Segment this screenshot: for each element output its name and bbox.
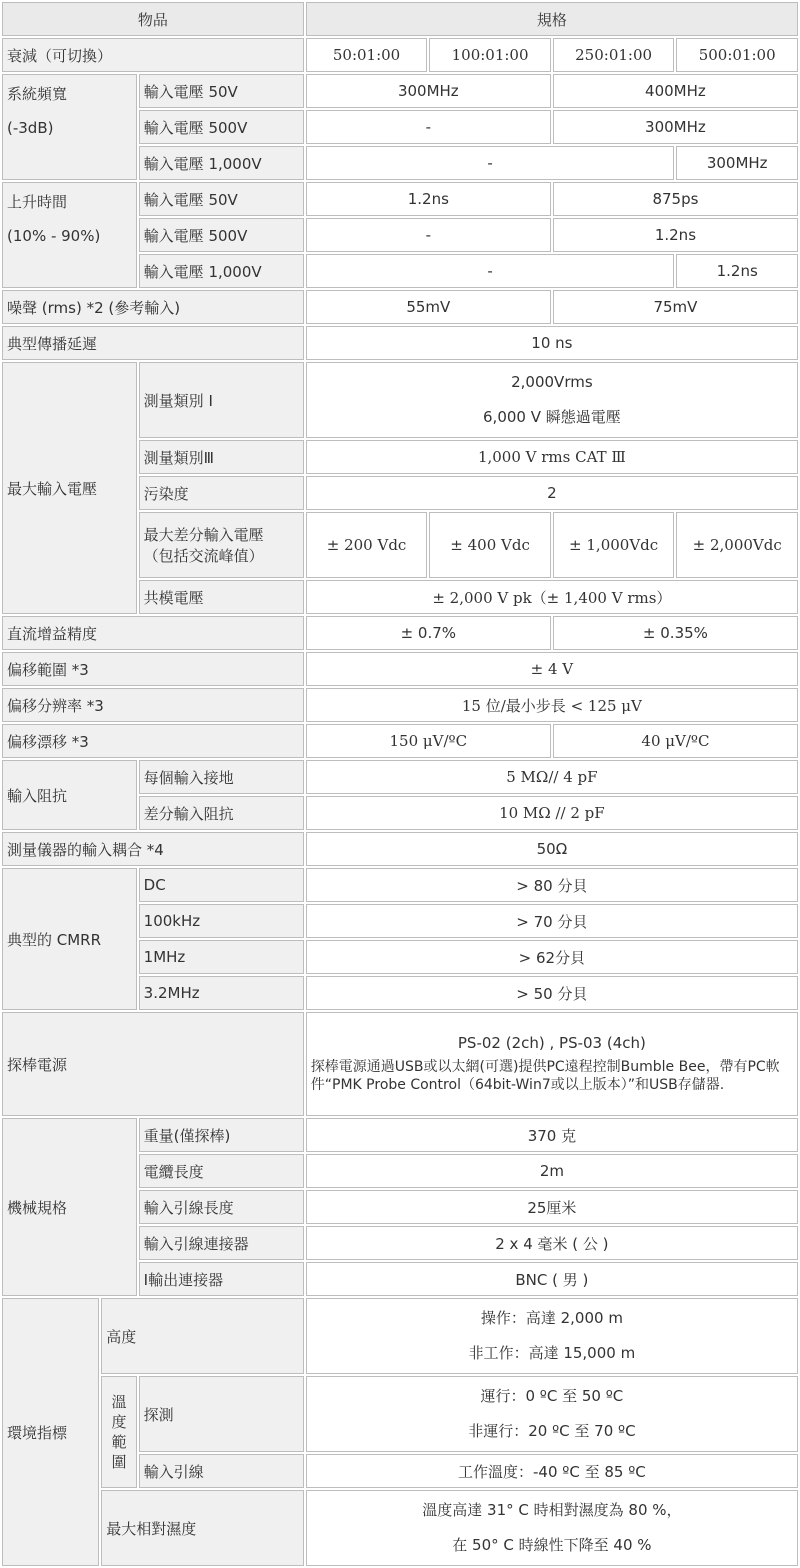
header-spec: 規格 <box>306 2 798 36</box>
mech-value: 2m <box>306 1154 798 1188</box>
bandwidth-value: 300MHz <box>553 110 798 144</box>
delay-value: 10 ns <box>306 326 798 360</box>
impedance-label: 輸入阻抗 <box>2 760 137 830</box>
cmrr-row-label: 100kHz <box>139 904 304 938</box>
attenuation-value: 500:01:00 <box>676 38 798 72</box>
rise-value: - <box>306 218 551 252</box>
impedance-gnd-value: 5 MΩ// 4 pF <box>306 760 798 794</box>
cat1-value: 2,000Vrms 6,000 V 瞬態過電壓 <box>306 362 798 438</box>
noise-value: 55mV <box>306 290 551 324</box>
altitude-label: 高度 <box>101 1298 304 1374</box>
mech-value: 2 x 4 毫米 ( 公 ) <box>306 1226 798 1260</box>
cmrr-value: > 70 分貝 <box>306 904 798 938</box>
offset-range-value: ± 4 V <box>306 652 798 686</box>
cat3-label: 測量類別Ⅲ <box>139 440 304 474</box>
bandwidth-value: 300MHz <box>676 146 798 180</box>
cmrr-value: > 50 分貝 <box>306 976 798 1010</box>
offset-drift-value: 40 μV/ºC <box>553 724 798 758</box>
temperature-range-label: 溫 度 範 圍 <box>101 1376 136 1488</box>
offset-drift-label: 偏移漂移 *3 <box>2 724 304 758</box>
mech-value: BNC ( 男 ) <box>306 1262 798 1296</box>
probe-power-label: 探棒電源 <box>2 1012 304 1116</box>
mech-value: 25厘米 <box>306 1190 798 1224</box>
cat3-value: 1,000 V rms CAT Ⅲ <box>306 440 798 474</box>
mech-row-label: 電纜長度 <box>139 1154 304 1188</box>
coupling-label: 測量儀器的輸入耦合 *4 <box>2 832 304 866</box>
cmrr-label: 典型的 CMRR <box>2 868 137 1010</box>
pollution-label: 污染度 <box>139 476 304 510</box>
bandwidth-value: 300MHz <box>306 74 551 108</box>
bandwidth-row-label: 輸入電壓 50V <box>139 74 304 108</box>
bandwidth-row-label: 輸入電壓 500V <box>139 110 304 144</box>
impedance-gnd-label: 每個輸入接地 <box>139 760 304 794</box>
bandwidth-label: 系統頻寬 (-3dB) <box>2 74 137 180</box>
attenuation-label: 衰減（可切換） <box>2 38 304 72</box>
lead-temp-label: 輸入引線 <box>139 1454 304 1488</box>
common-mode-value: ± 2,000 V pk（± 1,400 V rms） <box>306 580 798 614</box>
mech-row-label: 輸入引線長度 <box>139 1190 304 1224</box>
attenuation-value: 250:01:00 <box>553 38 675 72</box>
common-mode-label: 共模電壓 <box>139 580 304 614</box>
attenuation-value: 100:01:00 <box>429 38 551 72</box>
noise-value: 75mV <box>553 290 798 324</box>
rise-value: 1.2ns <box>553 218 798 252</box>
mech-value: 370 克 <box>306 1118 798 1152</box>
diff-voltage-value: ± 400 Vdc <box>429 512 551 578</box>
coupling-value: 50Ω <box>306 832 798 866</box>
rise-row-label: 輸入電壓 500V <box>139 218 304 252</box>
rise-value: - <box>306 254 675 288</box>
cat1-label: 測量類別 I <box>139 362 304 438</box>
rise-value: 1.2ns <box>306 182 551 216</box>
mech-row-label: 重量(僅探棒) <box>139 1118 304 1152</box>
cmrr-row-label: 1MHz <box>139 940 304 974</box>
rise-value: 1.2ns <box>676 254 798 288</box>
diff-voltage-label: 最大差分輸入電壓 （包括交流峰值） <box>139 512 304 578</box>
probe-temp-value: 運行：0 ºC 至 50 ºC 非運行：20 ºC 至 70 ºC <box>306 1376 798 1452</box>
rise-row-label: 輸入電壓 1,000V <box>139 254 304 288</box>
diff-voltage-value: ± 200 Vdc <box>306 512 428 578</box>
offset-drift-value: 150 μV/ºC <box>306 724 551 758</box>
pollution-value: 2 <box>306 476 798 510</box>
cmrr-row-label: DC <box>139 868 304 902</box>
bandwidth-value: - <box>306 146 675 180</box>
cmrr-row-label: 3.2MHz <box>139 976 304 1010</box>
diff-voltage-value: ± 2,000Vdc <box>676 512 798 578</box>
bandwidth-value: 400MHz <box>553 74 798 108</box>
rise-value: 875ps <box>553 182 798 216</box>
delay-label: 典型傳播延遲 <box>2 326 304 360</box>
rise-time-label: 上升時間 (10% - 90%) <box>2 182 137 288</box>
humidity-label: 最大相對濕度 <box>101 1490 304 1566</box>
header-item: 物品 <box>2 2 304 36</box>
humidity-value: 溫度高達 31° C 時相對濕度為 80 %， 在 50° C 時線性下降至 40 % <box>306 1490 798 1566</box>
mech-row-label: I輸出連接器 <box>139 1262 304 1296</box>
impedance-diff-value: 10 MΩ // 2 pF <box>306 796 798 830</box>
impedance-diff-label: 差分輸入阻抗 <box>139 796 304 830</box>
dc-gain-label: 直流增益精度 <box>2 616 304 650</box>
mechanical-label: 機械規格 <box>2 1118 137 1296</box>
dc-gain-value: ± 0.35% <box>553 616 798 650</box>
offset-resolution-label: 偏移分辨率 *3 <box>2 688 304 722</box>
probe-power-value: PS-02 (2ch) , PS-03 (4ch) 探棒電源通過USB或以太網(可選)提供PC遠程控制Bumble Bee，帶有PC軟件“PMK Probe Control（64bit-Win7或以上版本）”和USB存儲器. <box>306 1012 798 1116</box>
mech-row-label: 輸入引線連接器 <box>139 1226 304 1260</box>
altitude-value: 操作：高達 2,000 m 非工作：高達 15,000 m <box>306 1298 798 1374</box>
attenuation-value: 50:01:00 <box>306 38 428 72</box>
offset-resolution-value: 15 位/最小步長 < 125 μV <box>306 688 798 722</box>
diff-voltage-value: ± 1,000Vdc <box>553 512 675 578</box>
cmrr-value: > 80 分貝 <box>306 868 798 902</box>
offset-range-label: 偏移範圍 *3 <box>2 652 304 686</box>
environment-label: 環境指標 <box>2 1298 99 1566</box>
noise-label: 噪聲 (rms) *2 (參考輸入) <box>2 290 304 324</box>
bandwidth-row-label: 輸入電壓 1,000V <box>139 146 304 180</box>
max-voltage-label: 最大輸入電壓 <box>2 362 137 614</box>
cmrr-value: > 62分貝 <box>306 940 798 974</box>
bandwidth-value: - <box>306 110 551 144</box>
dc-gain-value: ± 0.7% <box>306 616 551 650</box>
lead-temp-value: 工作溫度：-40 ºC 至 85 ºC <box>306 1454 798 1488</box>
rise-row-label: 輸入電壓 50V <box>139 182 304 216</box>
probe-temp-label: 探測 <box>139 1376 304 1452</box>
